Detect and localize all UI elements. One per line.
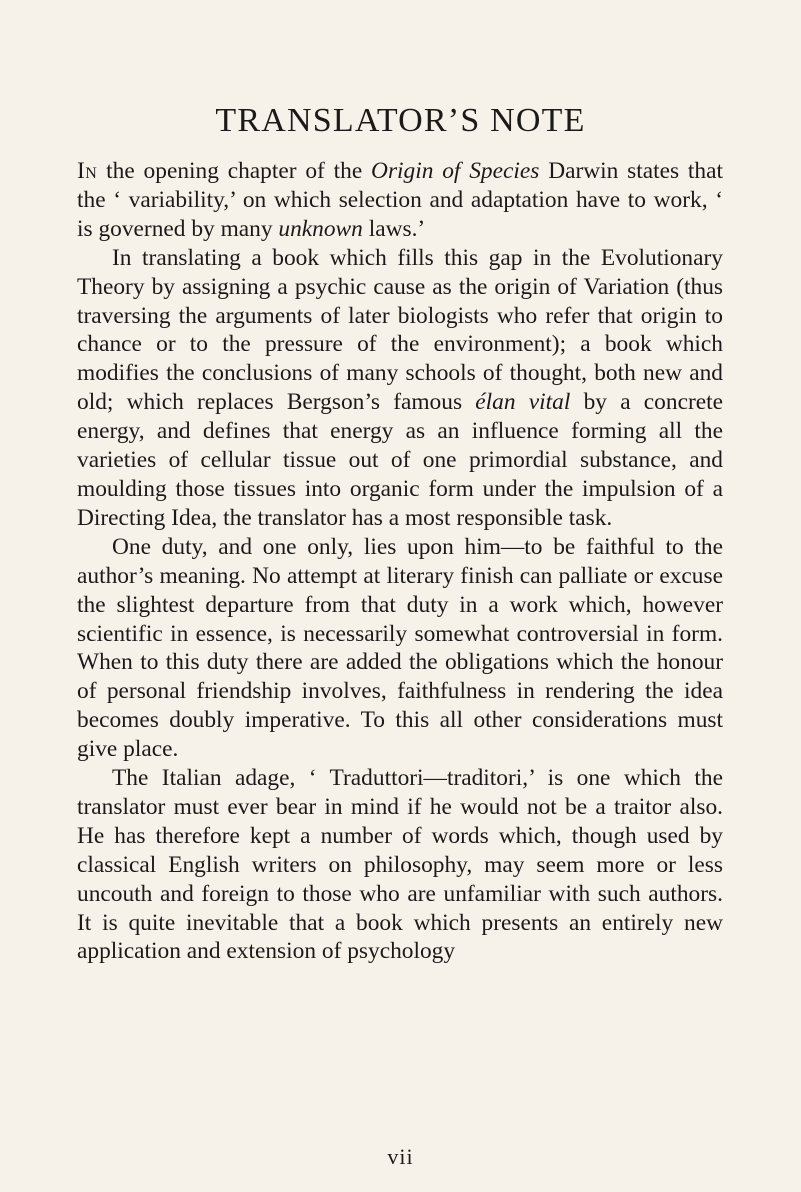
paragraph-2 bbox=[77, 244, 723, 533]
paragraph-2-text-a: In translating a book which fills this gap in the Evolutionary Theory by assigning a psychic cause as the origin of Variation (thus traversing the arguments of later biologists who refer that origin to chance or to the pressure of the environment); a book which modifies the conclusions of many schools of thought, both new and old; which replaces Bergson’s famous bbox=[77, 244, 723, 416]
paragraph-1-text-a: the opening chapter of the bbox=[97, 158, 372, 184]
paragraph-1-italic-word: unknown bbox=[278, 215, 363, 242]
paragraph-3: One duty, and one only, lies upon him—to be faithful to the author’s meaning. No attempt at literary finish can palliate or excuse the slightest departure from that duty in a work which, however scientific in essence, is necessarily somewhat controversial in form. When to this duty there are added the obligations which the honour of personal friendship involves, faithfulness in rendering the idea becomes doubly imperative. To this all other considerations must give place. bbox=[77, 533, 723, 763]
paragraph-1-text-c: laws.’ bbox=[362, 215, 426, 242]
paragraph-4: The Italian adage, ‘ Traduttori—traditori,’ is one which the translator must ever bear in mind if he would not be a traitor also. He has therefore kept a number of words which, though used by classical English writers on philosophy, may seem more or less uncouth and foreign to those who are unfamiliar with such authors. It is quite inevitable that a book which presents an entirely new application and extension of psychology bbox=[77, 765, 723, 965]
paragraph-2-italic-phrase: élan vital bbox=[475, 389, 571, 416]
paragraph-1-lead: In bbox=[77, 158, 98, 184]
paragraph-2-text-b: by a concrete energy, and defines that energy as an influence forming all the varieties of cellular tissue out of one primordial substance, and moulding those tissues into organic form under the impulsion of a Directing Idea, the translator has a most responsible task. bbox=[77, 389, 724, 531]
paragraph-1-text-b: Darwin states that the ‘ variability,’ on which selection and adaptation have to work, ‘ is governed by many bbox=[77, 158, 724, 242]
body-text bbox=[77, 157, 723, 966]
paragraph-1 bbox=[77, 157, 723, 244]
page-title: TRANSLATOR’S NOTE bbox=[215, 102, 586, 139]
page-number: vii bbox=[387, 1144, 414, 1169]
paragraph-1-italic-title: Origin of Species bbox=[371, 158, 540, 184]
